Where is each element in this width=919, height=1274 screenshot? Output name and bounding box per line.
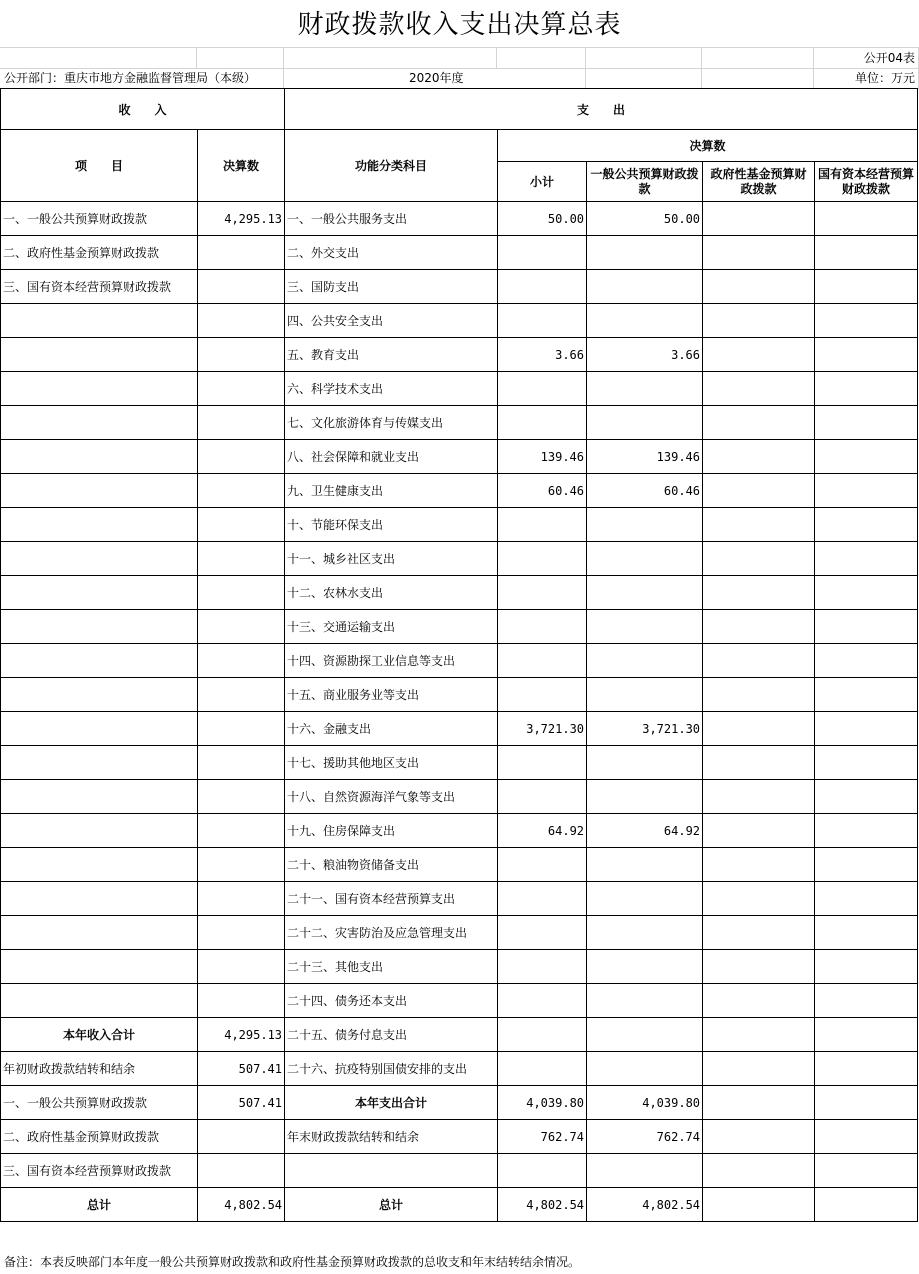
subtotal-cell: 3,721.30 — [498, 712, 587, 746]
table-row — [1, 406, 918, 440]
table-row — [1, 474, 918, 508]
item-header: 项 目 — [1, 130, 198, 202]
income-amount-cell: 4,295.13 — [198, 1018, 285, 1052]
table-row — [1, 202, 918, 236]
income-amount-cell — [198, 780, 285, 814]
income-item-cell — [1, 304, 198, 338]
gov-fund-cell — [703, 1188, 815, 1222]
state-capital-cell — [815, 542, 918, 576]
gov-fund-cell — [703, 1086, 815, 1120]
table-row — [1, 610, 918, 644]
expense-category-cell: 三、国防支出 — [285, 270, 498, 304]
income-item-cell — [1, 644, 198, 678]
general-budget-cell — [587, 746, 703, 780]
state-capital-cell — [815, 508, 918, 542]
general-budget-cell — [587, 644, 703, 678]
income-item-cell: 三、国有资本经营预算财政拨款 — [1, 1154, 198, 1188]
expense-category-cell: 本年支出合计 — [285, 1086, 498, 1120]
income-item-cell — [1, 780, 198, 814]
state-capital-cell — [815, 474, 918, 508]
income-amount-cell — [198, 644, 285, 678]
income-amount-cell: 4,802.54 — [198, 1188, 285, 1222]
gov-fund-cell — [703, 610, 815, 644]
income-amount-cell — [198, 1120, 285, 1154]
income-amount-cell — [198, 508, 285, 542]
expense-category-cell: 二十三、其他支出 — [285, 950, 498, 984]
state-capital-cell — [815, 950, 918, 984]
state-capital-cell — [815, 304, 918, 338]
general-budget-cell — [587, 916, 703, 950]
income-amount-cell — [198, 984, 285, 1018]
income-amount-header: 决算数 — [198, 130, 285, 202]
state-capital-cell — [815, 644, 918, 678]
subtotal-cell — [498, 406, 587, 440]
income-item-cell — [1, 406, 198, 440]
table-row — [1, 950, 918, 984]
table-row — [1, 712, 918, 746]
income-amount-cell — [198, 338, 285, 372]
general-budget-cell — [587, 576, 703, 610]
subtotal-cell — [498, 1052, 587, 1086]
expense-category-cell: 十、节能环保支出 — [285, 508, 498, 542]
income-item-cell: 一、一般公共预算财政拨款 — [1, 1086, 198, 1120]
state-capital-cell — [815, 814, 918, 848]
state-capital-cell — [815, 1052, 918, 1086]
general-budget-cell — [587, 304, 703, 338]
subtotal-cell — [498, 984, 587, 1018]
income-amount-cell — [198, 848, 285, 882]
general-budget-cell — [587, 848, 703, 882]
subtotal-cell — [498, 882, 587, 916]
general-budget-cell — [587, 236, 703, 270]
income-amount-cell — [198, 576, 285, 610]
table-row — [1, 1120, 918, 1154]
income-amount-cell — [198, 406, 285, 440]
income-item-cell: 总计 — [1, 1188, 198, 1222]
gov-fund-header: 政府性基金预算财政拨款 — [703, 162, 815, 202]
expense-header: 支 出 — [285, 89, 918, 130]
gov-fund-cell — [703, 814, 815, 848]
income-amount-cell — [198, 1154, 285, 1188]
gov-fund-cell — [703, 1052, 815, 1086]
income-amount-cell — [198, 474, 285, 508]
subtotal-cell — [498, 848, 587, 882]
state-capital-cell — [815, 610, 918, 644]
general-budget-cell — [587, 406, 703, 440]
table-row — [1, 644, 918, 678]
income-item-cell — [1, 848, 198, 882]
expense-category-cell: 一、一般公共服务支出 — [285, 202, 498, 236]
department-label: 公开部门：重庆市地方金融监督管理局（本级） — [4, 71, 257, 85]
general-budget-cell — [587, 508, 703, 542]
state-capital-cell — [815, 576, 918, 610]
state-capital-cell — [815, 1154, 918, 1188]
income-item-cell: 三、国有资本经营预算财政拨款 — [1, 270, 198, 304]
table-row — [1, 746, 918, 780]
gov-fund-cell — [703, 780, 815, 814]
general-budget-cell — [587, 1154, 703, 1188]
table-row — [1, 236, 918, 270]
expense-category-cell: 二十一、国有资本经营预算支出 — [285, 882, 498, 916]
subtotal-cell — [498, 304, 587, 338]
table-row — [1, 882, 918, 916]
income-item-cell — [1, 440, 198, 474]
state-capital-cell — [815, 270, 918, 304]
gov-fund-cell — [703, 916, 815, 950]
income-amount-cell — [198, 304, 285, 338]
subtotal-cell — [498, 916, 587, 950]
income-item-cell — [1, 746, 198, 780]
state-capital-cell — [815, 678, 918, 712]
general-budget-cell — [587, 678, 703, 712]
state-capital-cell — [815, 1086, 918, 1120]
gov-fund-cell — [703, 712, 815, 746]
subtotal-cell — [498, 950, 587, 984]
general-budget-cell — [587, 610, 703, 644]
gov-fund-cell — [703, 338, 815, 372]
expense-category-cell — [285, 1154, 498, 1188]
gov-fund-cell — [703, 678, 815, 712]
subtotal-cell — [498, 542, 587, 576]
state-capital-cell — [815, 984, 918, 1018]
gov-fund-cell — [703, 984, 815, 1018]
expense-category-cell: 二十四、债务还本支出 — [285, 984, 498, 1018]
state-capital-cell — [815, 882, 918, 916]
general-budget-cell: 64.92 — [587, 814, 703, 848]
income-amount-cell — [198, 950, 285, 984]
gov-fund-cell — [703, 1018, 815, 1052]
income-amount-cell — [198, 372, 285, 406]
income-item-cell — [1, 576, 198, 610]
expense-category-cell: 六、科学技术支出 — [285, 372, 498, 406]
subtotal-cell: 64.92 — [498, 814, 587, 848]
gov-fund-cell — [703, 270, 815, 304]
state-capital-cell — [815, 440, 918, 474]
subtotal-cell: 762.74 — [498, 1120, 587, 1154]
expense-category-cell: 二、外交支出 — [285, 236, 498, 270]
income-item-cell: 年初财政拨款结转和结余 — [1, 1052, 198, 1086]
gov-fund-cell — [703, 882, 815, 916]
gov-fund-cell — [703, 304, 815, 338]
table-row — [1, 372, 918, 406]
subtotal-cell — [498, 746, 587, 780]
gov-fund-cell — [703, 474, 815, 508]
subtotal-cell — [498, 1018, 587, 1052]
subtotal-cell: 60.46 — [498, 474, 587, 508]
gov-fund-cell — [703, 202, 815, 236]
subtotal-header: 小计 — [498, 162, 587, 202]
fiscal-year: 2020年度 — [409, 71, 464, 85]
state-capital-cell — [815, 746, 918, 780]
subtotal-cell — [498, 780, 587, 814]
income-item-cell — [1, 338, 198, 372]
general-budget-cell — [587, 984, 703, 1018]
expense-category-cell: 十五、商业服务业等支出 — [285, 678, 498, 712]
gov-fund-cell — [703, 542, 815, 576]
income-item-cell — [1, 814, 198, 848]
income-item-cell — [1, 610, 198, 644]
unit-label: 单位：万元 — [854, 71, 915, 85]
table-row — [1, 678, 918, 712]
expense-category-cell: 十六、金融支出 — [285, 712, 498, 746]
expense-category-cell: 十八、自然资源海洋气象等支出 — [285, 780, 498, 814]
income-amount-cell — [198, 270, 285, 304]
subtotal-cell — [498, 372, 587, 406]
table-row — [1, 508, 918, 542]
gov-fund-cell — [703, 576, 815, 610]
expense-category-cell: 十七、援助其他地区支出 — [285, 746, 498, 780]
income-amount-cell: 507.41 — [198, 1052, 285, 1086]
state-capital-cell — [815, 372, 918, 406]
gov-fund-cell — [703, 372, 815, 406]
state-capital-cell — [815, 406, 918, 440]
income-amount-cell: 4,295.13 — [198, 202, 285, 236]
state-capital-cell — [815, 236, 918, 270]
income-item-cell: 本年收入合计 — [1, 1018, 198, 1052]
general-budget-cell — [587, 270, 703, 304]
table-row — [1, 848, 918, 882]
state-capital-cell — [815, 848, 918, 882]
income-item-cell — [1, 508, 198, 542]
expense-category-cell: 八、社会保障和就业支出 — [285, 440, 498, 474]
income-header: 收 入 — [1, 89, 285, 130]
table-row — [1, 338, 918, 372]
gov-fund-cell — [703, 508, 815, 542]
table-row — [1, 780, 918, 814]
state-capital-cell — [815, 338, 918, 372]
expense-category-cell: 二十二、灾害防治及应急管理支出 — [285, 916, 498, 950]
general-budget-cell — [587, 542, 703, 576]
gov-fund-cell — [703, 848, 815, 882]
subtotal-cell — [498, 644, 587, 678]
subtotal-cell: 4,802.54 — [498, 1188, 587, 1222]
subtotal-cell: 3.66 — [498, 338, 587, 372]
subtotal-cell — [498, 678, 587, 712]
general-budget-cell — [587, 950, 703, 984]
general-budget-cell — [587, 1018, 703, 1052]
table-row — [1, 814, 918, 848]
state-capital-cell — [815, 1120, 918, 1154]
general-budget-cell — [587, 372, 703, 406]
subtotal-cell — [498, 610, 587, 644]
income-amount-cell — [198, 440, 285, 474]
subtotal-cell — [498, 576, 587, 610]
income-item-cell — [1, 882, 198, 916]
state-capital-cell — [815, 712, 918, 746]
subtotal-cell — [498, 1154, 587, 1188]
expense-category-cell: 总计 — [285, 1188, 498, 1222]
general-budget-cell: 139.46 — [587, 440, 703, 474]
expense-category-cell: 九、卫生健康支出 — [285, 474, 498, 508]
table-row — [1, 1086, 918, 1120]
subtotal-cell: 139.46 — [498, 440, 587, 474]
general-budget-cell: 4,039.80 — [587, 1086, 703, 1120]
general-budget-cell: 762.74 — [587, 1120, 703, 1154]
general-budget-cell: 60.46 — [587, 474, 703, 508]
expense-category-cell: 十三、交通运输支出 — [285, 610, 498, 644]
expense-category-cell: 七、文化旅游体育与传媒支出 — [285, 406, 498, 440]
table-row — [1, 916, 918, 950]
expense-category-cell: 十一、城乡社区支出 — [285, 542, 498, 576]
table-row — [1, 1052, 918, 1086]
gov-fund-cell — [703, 440, 815, 474]
income-item-cell — [1, 984, 198, 1018]
income-item-cell — [1, 542, 198, 576]
table-row — [1, 984, 918, 1018]
expense-category-cell: 十二、农林水支出 — [285, 576, 498, 610]
subtotal-cell — [498, 270, 587, 304]
income-amount-cell: 507.41 — [198, 1086, 285, 1120]
subtotal-cell — [498, 236, 587, 270]
expense-category-cell: 二十、粮油物资储备支出 — [285, 848, 498, 882]
income-item-cell — [1, 474, 198, 508]
state-capital-cell — [815, 1018, 918, 1052]
expense-category-cell: 四、公共安全支出 — [285, 304, 498, 338]
footnote: 备注：本表反映部门本年度一般公共预算财政拨款和政府性基金预算财政拨款的总收支和年末结转结余情况。 — [4, 1255, 581, 1269]
subtotal-cell: 50.00 — [498, 202, 587, 236]
gov-fund-cell — [703, 950, 815, 984]
expense-category-cell: 年末财政拨款结转和结余 — [285, 1120, 498, 1154]
gov-fund-cell — [703, 644, 815, 678]
income-item-cell — [1, 712, 198, 746]
general-budget-cell — [587, 882, 703, 916]
income-item-cell: 一、一般公共预算财政拨款 — [1, 202, 198, 236]
state-capital-cell — [815, 202, 918, 236]
general-budget-cell: 4,802.54 — [587, 1188, 703, 1222]
function-category-header: 功能分类科目 — [285, 130, 498, 202]
final-amount-group-header: 决算数 — [498, 130, 918, 162]
general-budget-cell: 50.00 — [587, 202, 703, 236]
income-item-cell — [1, 916, 198, 950]
table-row — [1, 576, 918, 610]
state-capital-cell — [815, 780, 918, 814]
gov-fund-cell — [703, 1154, 815, 1188]
income-item-cell: 二、政府性基金预算财政拨款 — [1, 236, 198, 270]
expense-category-cell: 二十五、债务付息支出 — [285, 1018, 498, 1052]
expense-category-cell: 十四、资源勘探工业信息等支出 — [285, 644, 498, 678]
table-row — [1, 1018, 918, 1052]
general-budget-cell — [587, 780, 703, 814]
income-amount-cell — [198, 712, 285, 746]
state-capital-cell — [815, 916, 918, 950]
expense-category-cell: 五、教育支出 — [285, 338, 498, 372]
gov-fund-cell — [703, 406, 815, 440]
state-capital-header: 国有资本经营预算财政拨款 — [815, 162, 918, 202]
income-amount-cell — [198, 678, 285, 712]
page-title: 财政拨款收入支出决算总表 — [297, 10, 622, 40]
subtotal-cell: 4,039.80 — [498, 1086, 587, 1120]
table-row — [1, 542, 918, 576]
income-amount-cell — [198, 236, 285, 270]
income-amount-cell — [198, 916, 285, 950]
table-row — [1, 1154, 918, 1188]
expense-category-cell: 二十六、抗疫特别国债安排的支出 — [285, 1052, 498, 1086]
general-budget-cell: 3.66 — [587, 338, 703, 372]
table-row — [1, 304, 918, 338]
general-budget-header: 一般公共预算财政拨款 — [587, 162, 703, 202]
income-amount-cell — [198, 542, 285, 576]
income-item-cell — [1, 678, 198, 712]
state-capital-cell — [815, 1188, 918, 1222]
table-row — [1, 270, 918, 304]
table-row — [1, 440, 918, 474]
budget-table — [0, 88, 918, 1222]
income-amount-cell — [198, 610, 285, 644]
subtotal-cell — [498, 508, 587, 542]
sheet-grid-row — [0, 47, 919, 69]
general-budget-cell: 3,721.30 — [587, 712, 703, 746]
income-amount-cell — [198, 882, 285, 916]
general-budget-cell — [587, 1052, 703, 1086]
income-amount-cell — [198, 746, 285, 780]
table-row — [1, 1188, 918, 1222]
income-amount-cell — [198, 814, 285, 848]
gov-fund-cell — [703, 746, 815, 780]
gov-fund-cell — [703, 1120, 815, 1154]
gov-fund-cell — [703, 236, 815, 270]
income-item-cell — [1, 372, 198, 406]
income-item-cell: 二、政府性基金预算财政拨款 — [1, 1120, 198, 1154]
expense-category-cell: 十九、住房保障支出 — [285, 814, 498, 848]
income-item-cell — [1, 950, 198, 984]
form-code: 公开04表 — [863, 51, 915, 65]
